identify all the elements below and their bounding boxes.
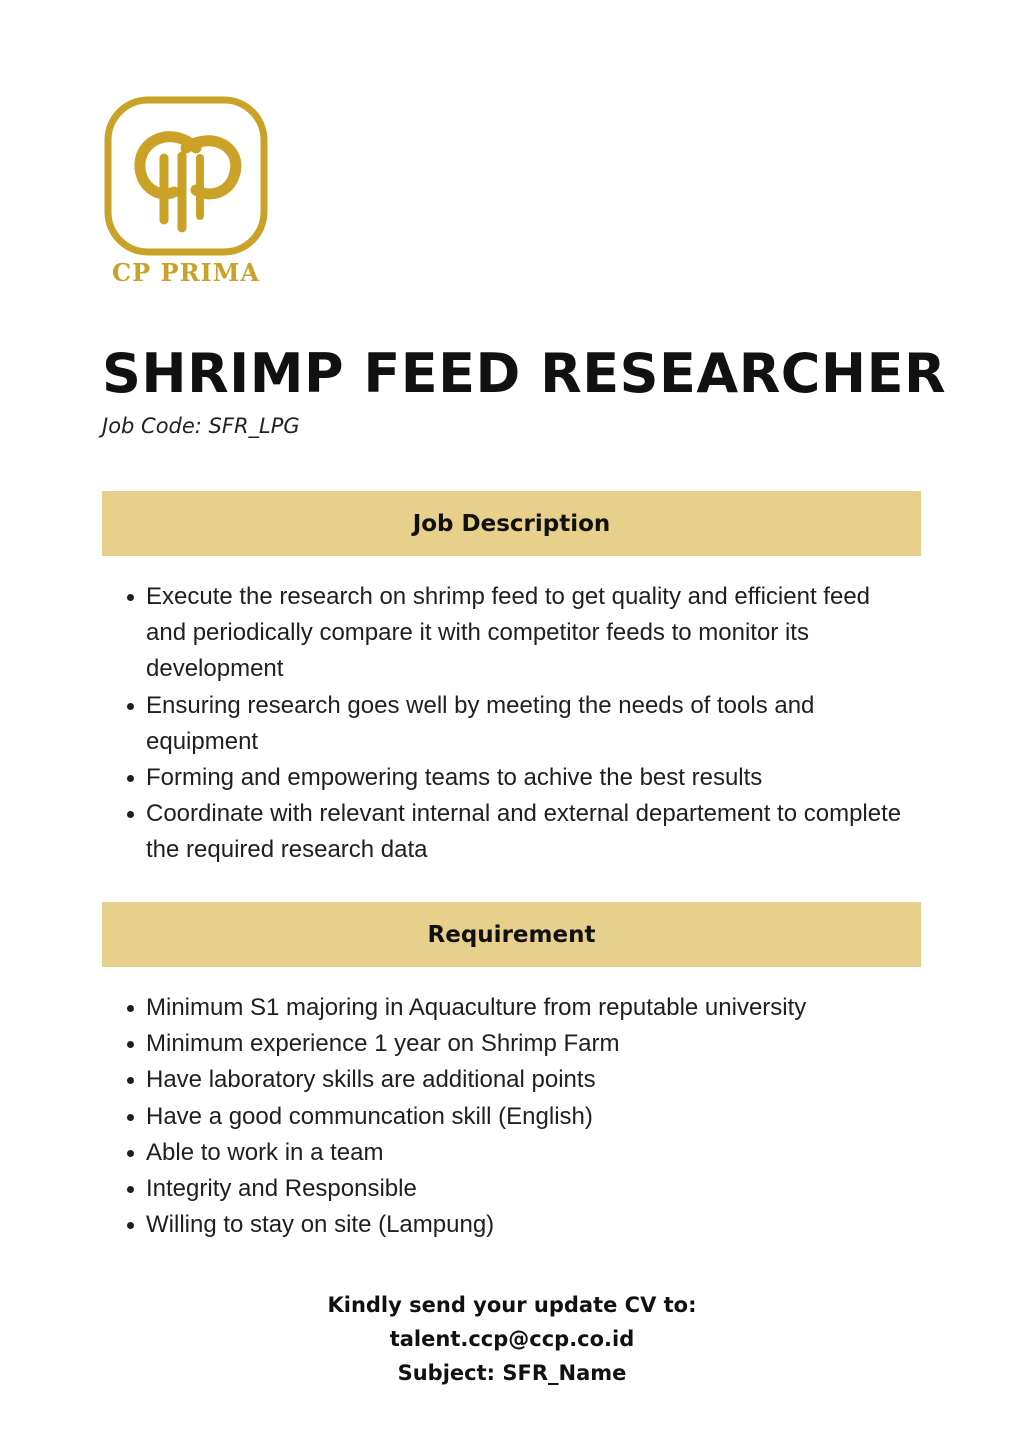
list-item: Forming and empowering teams to achive the best results — [146, 760, 916, 796]
list-item: Have a good communcation skill (English) — [146, 1099, 916, 1135]
contact-instruction: Kindly send your update CV to: — [327, 1293, 697, 1317]
brand-name: CP PRIMA — [112, 258, 260, 287]
contact-email: talent.ccp@ccp.co.id — [389, 1327, 635, 1351]
list-item: Integrity and Responsible — [146, 1171, 916, 1207]
list-item: Willing to stay on site (Lampung) — [146, 1207, 916, 1243]
list-item: Have laboratory skills are additional points — [146, 1062, 916, 1098]
contact-block — [0, 1288, 1024, 1390]
cp-prima-logo-icon — [104, 96, 268, 256]
page-title: SHRIMP FEED RESEARCHER — [102, 342, 947, 405]
job-description-heading: Job Description — [412, 510, 611, 537]
job-code: Job Code: SFR_LPG — [102, 414, 300, 438]
requirement-heading: Requirement — [427, 921, 596, 948]
list-item: Able to work in a team — [146, 1135, 916, 1171]
list-item: Minimum experience 1 year on Shrimp Farm — [146, 1026, 916, 1062]
contact-subject: Subject: SFR_Name — [397, 1361, 627, 1385]
requirement-list — [146, 990, 916, 1243]
list-item: Ensuring research goes well by meeting the needs of tools and equipment — [146, 688, 916, 760]
list-item: Minimum S1 majoring in Aquaculture from reputable university — [146, 990, 916, 1026]
job-description-header — [102, 491, 921, 556]
job-description-list — [146, 579, 916, 869]
list-item: Execute the research on shrimp feed to get quality and efficient feed and periodically compare it with competitor feeds to monitor its development — [146, 579, 916, 688]
list-item: Coordinate with relevant internal and external departement to complete the required research data — [146, 796, 916, 868]
requirement-header — [102, 902, 921, 967]
